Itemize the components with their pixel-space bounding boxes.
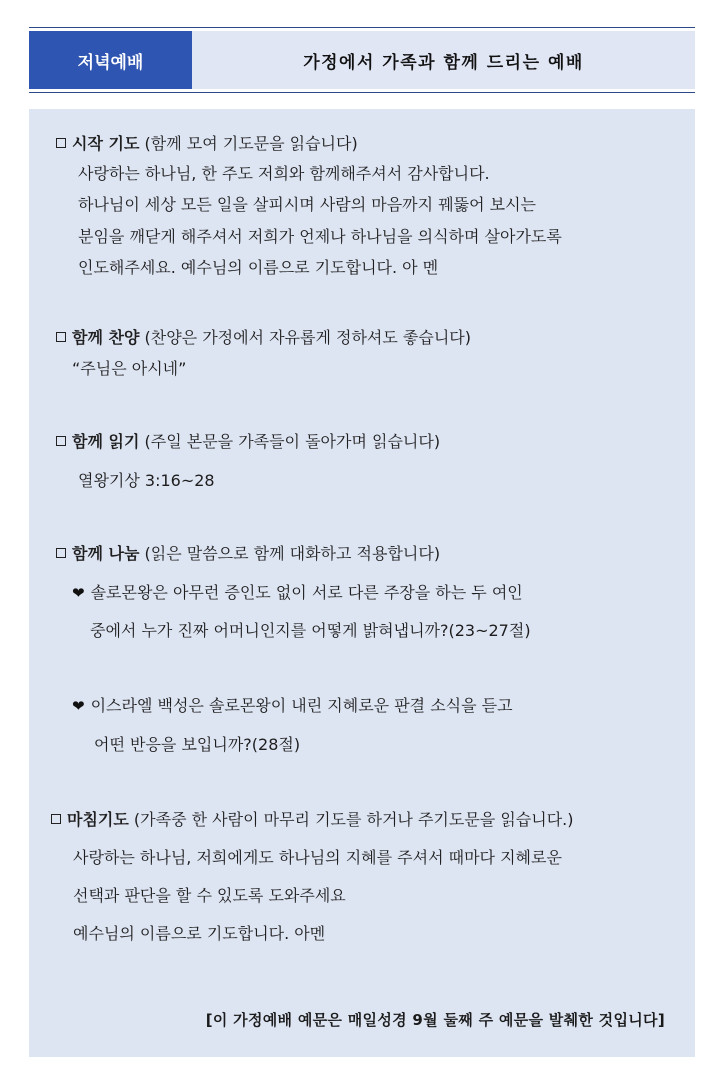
opening-line: 분임을 깨닫게 해주셔서 저희가 언제나 하나님을 의식하며 살아가도록 [78, 227, 562, 246]
reading-passage: 열왕기상 3:16~28 [78, 471, 215, 490]
closing-heading: 마침기도 [67, 810, 129, 829]
page-title: 가정에서 가족과 함께 드리는 예배 [192, 31, 695, 89]
opening-heading: 시작 기도 [72, 134, 140, 153]
closing-line: 사랑하는 하나님, 저희에게도 하나님의 지혜를 주셔서 때마다 지혜로운 [73, 848, 562, 867]
heart-bullet-icon: ❤ [72, 584, 85, 602]
reading-heading-line [56, 432, 440, 452]
praise-heading: 함께 찬양 [72, 328, 140, 347]
sharing-heading: 함께 나눔 [72, 544, 140, 563]
opening-note: (함께 모여 기도문을 읽습니다) [144, 134, 358, 153]
question-1-line-1 [72, 583, 523, 603]
checkbox-square-icon [56, 138, 66, 148]
header-bar [29, 27, 695, 93]
closing-note: (가족중 한 사람이 마무리 기도를 하거나 주기도문을 읽습니다.) [133, 810, 574, 829]
question-2-line-1 [72, 696, 513, 716]
worship-content [29, 109, 695, 1057]
praise-song: “주님은 아시네” [72, 359, 187, 378]
checkbox-square-icon [56, 436, 66, 446]
heart-bullet-icon: ❤ [72, 697, 85, 715]
praise-heading-line [56, 328, 471, 348]
question-2-line-2: 어떤 반응을 보입니까?(28절) [94, 735, 301, 754]
checkbox-square-icon [56, 332, 66, 342]
service-tag: 저녁예배 [29, 31, 192, 89]
checkbox-square-icon [51, 814, 61, 824]
question-1-text: 솔로몬왕은 아무런 증인도 없이 서로 다른 주장을 하는 두 여인 [90, 583, 523, 602]
opening-line: 하나님이 세상 모든 일을 살피시며 사람의 마음까지 꿰뚫어 보시는 [78, 195, 537, 214]
sharing-note: (읽은 말씀으로 함께 대화하고 적용합니다) [144, 544, 441, 563]
reading-heading: 함께 읽기 [72, 432, 140, 451]
question-2-text: 이스라엘 백성은 솔로몬왕이 내린 지혜로운 판결 소식을 듣고 [90, 696, 513, 715]
opening-line: 사랑하는 하나님, 한 주도 저희와 함께해주셔서 감사합니다. [78, 164, 490, 183]
opening-heading-line [56, 134, 358, 154]
header-inner [29, 31, 695, 89]
closing-line: 예수님의 이름으로 기도합니다. 아멘 [73, 924, 326, 943]
praise-note: (찬양은 가정에서 자유롭게 정하셔도 좋습니다) [139, 328, 471, 347]
reading-note: (주일 본문을 가족들이 돌아가며 읽습니다) [144, 432, 441, 451]
checkbox-square-icon [56, 548, 66, 558]
opening-line: 인도해주세요. 예수님의 이름으로 기도합니다. 아 멘 [78, 258, 439, 277]
sharing-heading-line [56, 544, 440, 564]
closing-line: 선택과 판단을 할 수 있도록 도와주세요 [73, 886, 346, 905]
source-note: [이 가정예배 예문은 매일성경 9월 둘째 주 예문을 발췌한 것입니다] [205, 1011, 665, 1029]
question-1-line-2: 중에서 누가 진짜 어머니인지를 어떻게 밝혀냅니까?(23~27절) [90, 621, 531, 640]
closing-heading-line [51, 810, 574, 830]
